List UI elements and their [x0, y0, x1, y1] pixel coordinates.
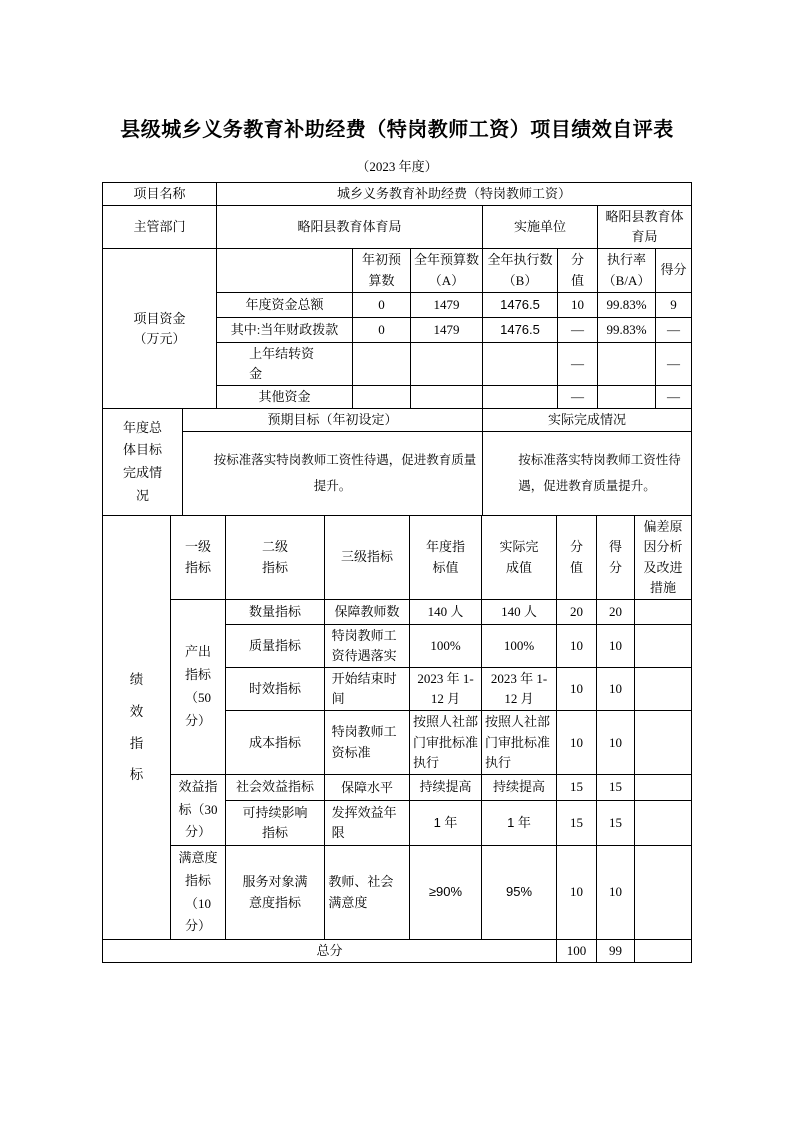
funding-row-name: 年度资金总额 [217, 292, 353, 317]
funding-points: 10 [558, 292, 598, 317]
level2-indicator: 数量指标 [226, 599, 325, 624]
funding-points: — [558, 317, 598, 342]
funding-rate: 99.83% [598, 317, 656, 342]
actual-value: 100% [482, 624, 557, 667]
implement-unit-value: 略阳县教育体育局 [598, 206, 692, 249]
annual-goal-table [102, 408, 692, 516]
target-value: 持续提高 [410, 774, 482, 800]
annual-goal-expected-header: 预期目标（年初设定） [183, 409, 483, 432]
level1-group-output: 产出指标（50 分） [171, 599, 226, 774]
points-value: 10 [557, 624, 597, 667]
funding-points: — [558, 385, 598, 408]
level3-indicator: 特岗教师工资标准 [325, 711, 410, 774]
page-title: 县级城乡义务教育补助经费（特岗教师工资）项目绩效自评表 [120, 119, 674, 141]
score-value: 10 [597, 711, 635, 774]
actual-value: 95% [482, 846, 557, 940]
level2-indicator: 社会效益指标 [226, 774, 325, 800]
level2-indicator: 服务对象满意度指标 [226, 846, 325, 940]
indicators-header-actual: 实际完成值 [482, 516, 557, 600]
indicators-header-level2: 二级指标 [226, 516, 325, 600]
points-value: 10 [557, 668, 597, 711]
level3-indicator: 教师、社会满意度 [325, 846, 410, 940]
annual-goal-actual-header: 实际完成情况 [483, 409, 692, 432]
funding-executed [483, 385, 558, 408]
level3-indicator: 开始结束时间 [325, 668, 410, 711]
total-score-label: 总分 [103, 940, 557, 963]
indicator-row-satisfaction [103, 846, 692, 940]
actual-value: 1 年 [482, 800, 557, 845]
funding-initial-budget [353, 342, 411, 385]
points-value: 10 [557, 711, 597, 774]
annual-goal-section-label: 年度总体目标完成情况 [103, 409, 183, 516]
report-content [102, 0, 692, 963]
funding-executed [483, 342, 558, 385]
performance-indicators-table [102, 515, 692, 963]
target-value: 140 人 [410, 599, 482, 624]
deviation-cell [635, 774, 692, 800]
department-label: 主管部门 [103, 206, 217, 249]
funding-initial-budget: 0 [353, 292, 411, 317]
funding-executed: 1476.5 [483, 292, 558, 317]
annual-goal-expected-text: 按标准落实特岗教师工资性待遇，促进教育质量提升。 [213, 453, 477, 493]
funding-row-name: 上年结转资金 [217, 342, 353, 385]
points-value: 10 [557, 846, 597, 940]
funding-row-name: 其他资金 [217, 385, 353, 408]
score-value: 10 [597, 846, 635, 940]
deviation-cell [635, 599, 692, 624]
funding-score: — [656, 385, 692, 408]
level3-indicator: 保障水平 [325, 774, 410, 800]
total-points-value: 100 [557, 940, 597, 963]
points-value: 20 [557, 599, 597, 624]
project-funding-table [102, 248, 692, 409]
target-value: 按照人社部门审批标准执行 [410, 711, 482, 774]
funding-row-name: 其中:当年财政拨款 [217, 317, 353, 342]
funding-rate [598, 342, 656, 385]
indicators-header-level3: 三级指标 [325, 516, 410, 600]
funding-section-label-text: 项目资金（万元） [133, 310, 186, 346]
funding-header-points: 分值 [558, 249, 598, 292]
score-value: 10 [597, 624, 635, 667]
level2-indicator: 质量指标 [226, 624, 325, 667]
target-value: ≥90% [410, 846, 482, 940]
deviation-cell [635, 800, 692, 845]
score-value: 20 [597, 599, 635, 624]
level3-indicator: 特岗教师工资待遇落实 [325, 624, 410, 667]
deviation-cell [635, 668, 692, 711]
level3-indicator: 保障教师数 [325, 599, 410, 624]
funding-score: 9 [656, 292, 692, 317]
funding-annual-budget [411, 342, 483, 385]
report-year-subtitle: （2023 年度） [356, 159, 438, 174]
funding-executed: 1476.5 [483, 317, 558, 342]
level1-group-satisfaction: 满意度指标（10 分） [171, 846, 226, 940]
level3-indicator: 发挥效益年限 [325, 800, 410, 845]
funding-header-rate: 执行率（B/A） [598, 249, 656, 292]
funding-header-annual-budget: 全年预算数（A） [411, 249, 483, 292]
target-value: 100% [410, 624, 482, 667]
indicators-header-score: 得分 [597, 516, 635, 600]
actual-value: 2023 年 1-12 月 [482, 668, 557, 711]
deviation-cell [635, 940, 692, 963]
actual-value: 持续提高 [482, 774, 557, 800]
funding-annual-budget: 1479 [411, 292, 483, 317]
level2-indicator: 成本指标 [226, 711, 325, 774]
funding-header-score: 得分 [656, 249, 692, 292]
total-score-row [103, 940, 692, 963]
points-value: 15 [557, 800, 597, 845]
indicators-section-label: 绩效指标 [103, 516, 171, 940]
funding-blank-cell [217, 249, 353, 292]
level2-indicator: 可持续影响指标 [226, 800, 325, 845]
indicator-row-social-benefit [103, 774, 692, 800]
implement-unit-label: 实施单位 [483, 206, 598, 249]
funding-rate: 99.83% [598, 292, 656, 317]
funding-annual-budget [411, 385, 483, 408]
funding-section-label [103, 249, 217, 409]
actual-value: 140 人 [482, 599, 557, 624]
annual-goal-actual-cell [483, 432, 692, 516]
score-value: 10 [597, 668, 635, 711]
indicators-header-points: 分值 [557, 516, 597, 600]
actual-value: 按照人社部门审批标准执行 [482, 711, 557, 774]
basic-info-table [102, 182, 692, 249]
target-value: 2023 年 1-12 月 [410, 668, 482, 711]
annual-goal-actual-text: 按标准落实特岗教师工资性待遇，促进教育质量提升。 [518, 453, 681, 493]
department-value: 略阳县教育体育局 [217, 206, 483, 249]
funding-points: — [558, 342, 598, 385]
funding-rate [598, 385, 656, 408]
funding-annual-budget: 1479 [411, 317, 483, 342]
points-value: 15 [557, 774, 597, 800]
indicators-header-target: 年度指标值 [410, 516, 482, 600]
score-value: 15 [597, 800, 635, 845]
project-name-value: 城乡义务教育补助经费（特岗教师工资） [217, 183, 692, 206]
deviation-cell [635, 846, 692, 940]
score-value: 15 [597, 774, 635, 800]
level1-group-benefit: 效益指标（30 分） [171, 774, 226, 845]
funding-initial-budget: 0 [353, 317, 411, 342]
funding-score: — [656, 317, 692, 342]
funding-initial-budget [353, 385, 411, 408]
annual-goal-expected-cell [183, 432, 483, 516]
indicators-header-level1: 一级指标 [171, 516, 226, 600]
indicators-header-deviation: 偏差原因分析及改进措施 [635, 516, 692, 600]
funding-header-executed: 全年执行数（B） [483, 249, 558, 292]
deviation-cell [635, 624, 692, 667]
funding-score: — [656, 342, 692, 385]
project-name-label: 项目名称 [103, 183, 217, 206]
target-value: 1 年 [410, 800, 482, 845]
level2-indicator: 时效指标 [226, 668, 325, 711]
total-score-value: 99 [597, 940, 635, 963]
deviation-cell [635, 711, 692, 774]
indicator-row-quantity [103, 599, 692, 624]
funding-header-initial-budget: 年初预算数 [353, 249, 411, 292]
